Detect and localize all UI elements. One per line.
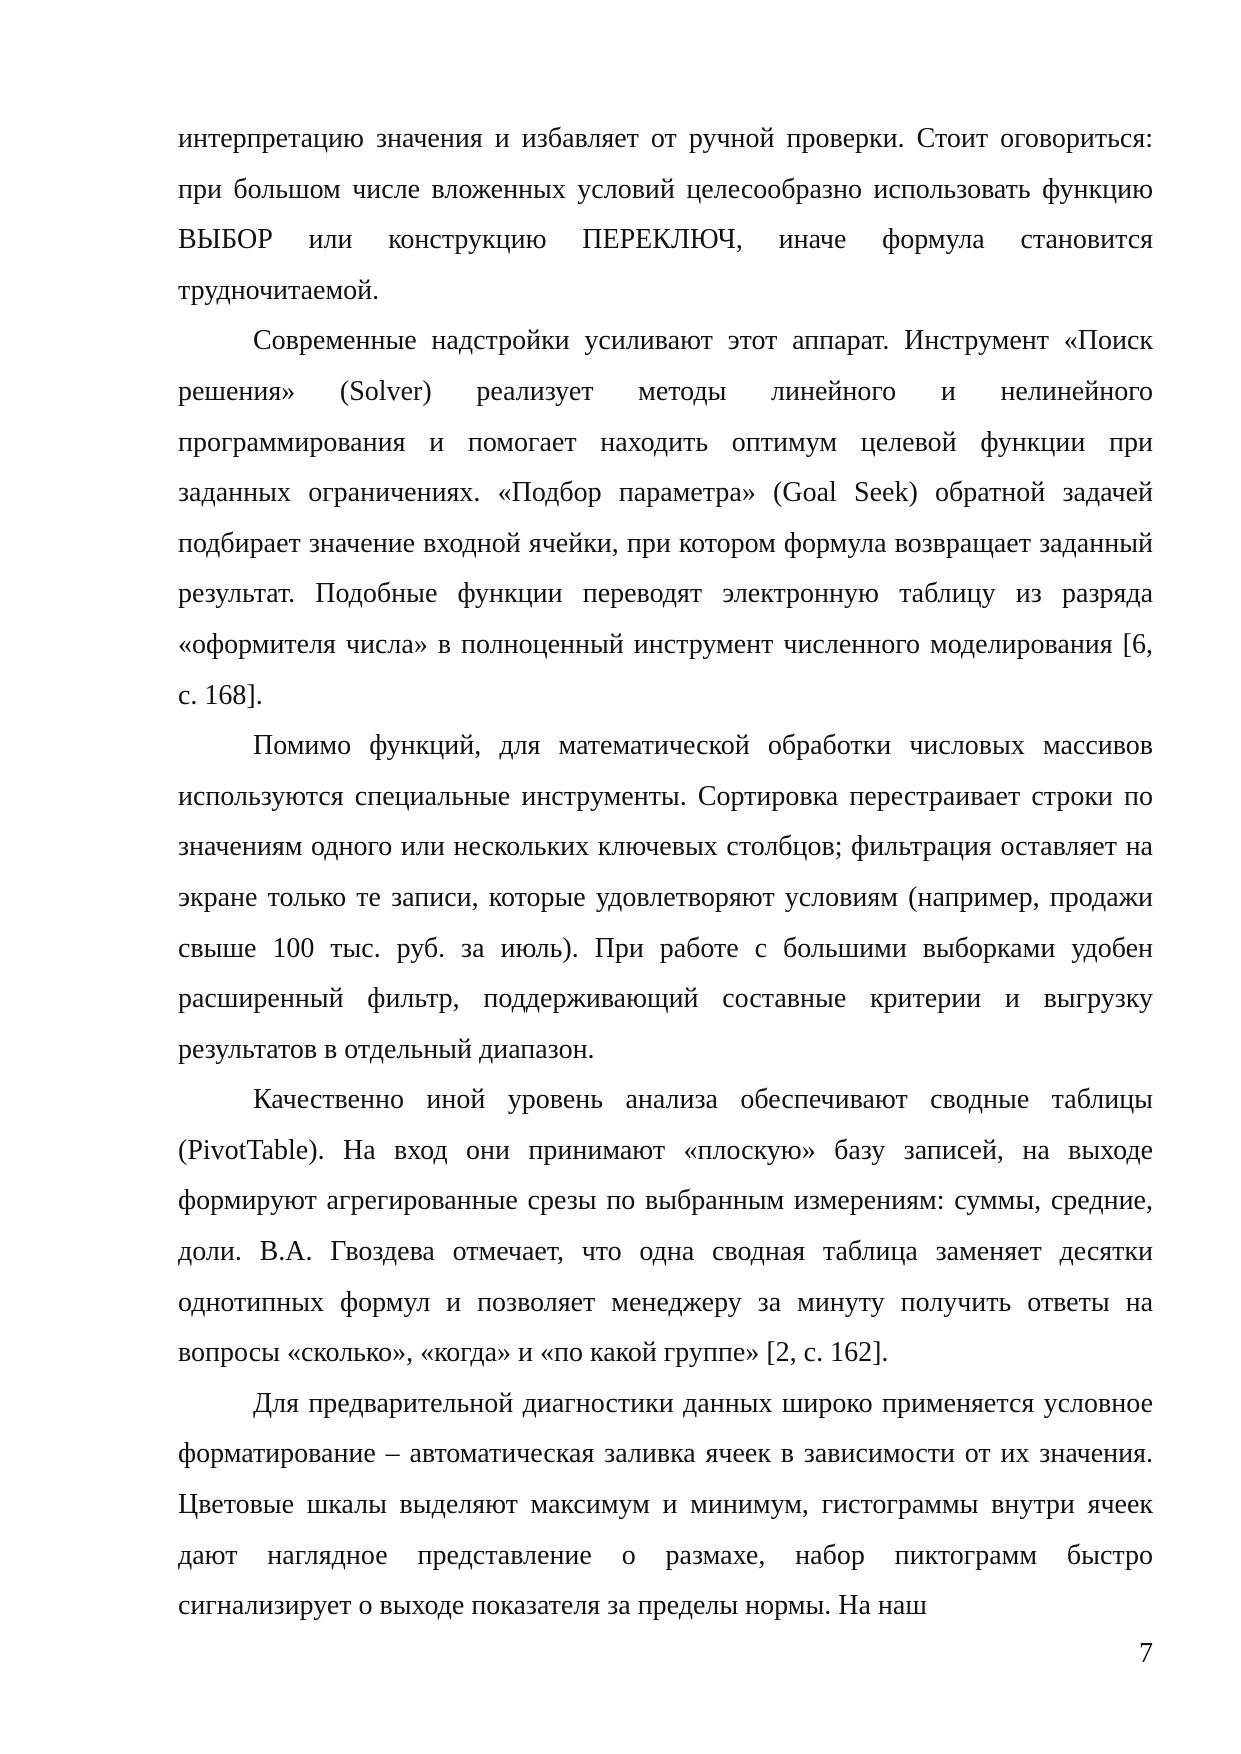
body-text	[178, 114, 1153, 1632]
paragraph-continuation: интерпретацию значения и избавляет от ручной проверки. Стоит оговориться: при большом числе вложенных условий целесообразно использовать функцию ВЫБОР или конструкцию ПЕРЕКЛЮЧ, иначе формула становится трудночитаемой.	[178, 123, 1153, 306]
paragraph-conditional-formatting: Для предварительной диагностики данных широко применяется условное форматирование – автоматическая заливка ячеек в зависимости от их значения. Цветовые шкалы выделяют максимум и минимум, гистограммы внутри ячеек дают наглядное представление о размахе, набор пиктограмм быстро сигнализирует о выходе показателя за пределы нормы. На наш	[178, 1387, 1153, 1622]
page-number: 7	[1139, 1638, 1153, 1669]
paragraph-sorting-filtering: Помимо функций, для математической обработки числовых массивов используются специальные инструменты. Сортировка перестраивает строки по значениям одного или нескольких ключевых столбцов; фильтрация оставляет на экране только те записи, которые удовлетворяют условиям (например, продажи свыше 100 тыс. руб. за июль). При работе с большими выборками удобен расширенный фильтр, поддерживающий составные критерии и выгрузку результатов в отдельный диапазон.	[178, 730, 1153, 1065]
paragraph-pivot-tables: Качественно иной уровень анализа обеспечивают сводные таблицы (PivotTable). На вход они принимают «плоскую» базу записей, на выходе формируют агрегированные срезы по выбранным измерениям: суммы, средние, доли. В.А. Гвоздева отмечает, что одна сводная таблица заменяет десятки однотипных формул и позволяет менеджеру за минуту получить ответы на вопросы «сколько», «когда» и «по какой группе» [2, с. 162].	[178, 1084, 1153, 1369]
paragraph-solver: Современные надстройки усиливают этот аппарат. Инструмент «Поиск решения» (Solver) реализует методы линейного и нелинейного программирования и помогает находить оптимум целевой функции при заданных ограничениях. «Подбор параметра» (Goal Seek) обратной задачей подбирает значение входной ячейки, при котором формула возвращает заданный результат. Подобные функции переводят электронную таблицу из разряда «оформителя числа» в полноценный инструмент численного моделирования [6, с. 168].	[178, 325, 1153, 711]
